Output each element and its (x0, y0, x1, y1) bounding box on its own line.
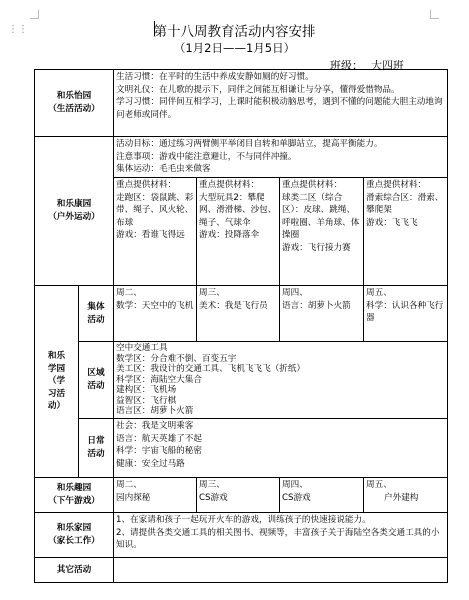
class-value: 大四班 (371, 59, 404, 72)
group-activity-wed (197, 286, 279, 341)
text-line: 1、在家请和孩子一起玩开火车的游戏，训练孩子的快速接说能力。 (116, 515, 371, 525)
section-label-other (35, 558, 113, 582)
activity-text: CS游戏 (199, 492, 228, 503)
activity-text: 语言：胡萝卜火箭 (282, 300, 351, 311)
label-line: 和乐趣园 (56, 483, 92, 494)
outdoor-column-2 (197, 178, 279, 285)
label-line: 活动 (87, 381, 105, 391)
day-label: 周四、 (282, 288, 308, 298)
document-title: 第十八周教育活动内容安排 (153, 24, 316, 40)
text-line: 科学区：海陆空大集合 (116, 374, 202, 385)
daily-activities-content (114, 419, 447, 477)
afternoon-game-wed (197, 478, 279, 512)
label-line: （户外运动） (48, 212, 100, 222)
text-line: 走跑区：袋鼠跳、彩带、绳子、风火轮、布球 (116, 192, 194, 228)
text-line: 活动目标：通过练习两臂侧平举闭目自转和单脚站立，提高平衡能力。 (116, 139, 383, 149)
text-line: 大型玩具2：攀爬网、滑滑梯、沙包、绳子、气球伞 (199, 192, 277, 228)
text-line: 游戏：看谁飞得远 (116, 230, 185, 241)
label-line: 其它活动 (56, 564, 92, 575)
day-label: 周三、 (199, 480, 225, 490)
group-activity-fri (364, 286, 447, 341)
text-line: 建构区：飞机场 (116, 385, 177, 395)
activity-text: CS游戏 (282, 492, 311, 503)
text-line: 美工区：我设计的交通工具、飞机飞飞飞（折纸） (116, 364, 306, 374)
group-activity-tue (114, 286, 196, 341)
text-line: 文明礼仪：在儿歌的提示下，同伴之间能互相谦让与分享，懂得爱惜物品。 (116, 84, 400, 95)
section-label-parent-work (35, 513, 113, 557)
area-activities-content (114, 342, 447, 418)
activity-text: 数学：天空中的飞机 (116, 300, 194, 311)
text-line: 健康：安全过马路 (116, 458, 185, 469)
day-label: 周五、 (366, 288, 392, 298)
day-label: 周二、 (116, 480, 142, 490)
text-line: 益智区：飞行棋 (116, 395, 177, 406)
text-line: 语言区：胡萝卜火箭 (116, 406, 194, 416)
activity-text: 科学：认识各种飞行器 (366, 300, 444, 324)
text-line: 2、请提供各类交通工具的相关图书、视频等，丰富孩子关于海陆空各类交通工具的小知识。 (116, 527, 440, 551)
day-label: 周五、 (366, 480, 392, 490)
label-line: （学 (47, 376, 66, 387)
text-line: 集体运动：毛毛虫来做客 (116, 164, 211, 175)
afternoon-game-fri (364, 478, 447, 512)
outdoor-column-1 (114, 178, 196, 285)
group-activity-thu (280, 286, 363, 341)
label-line: 和乐家园 (56, 523, 92, 534)
text-line: 游戏：飞飞飞 (366, 217, 418, 228)
text-line: 重点提供材料： (282, 180, 343, 190)
text-line: 滑索综合区：滑索、攀爬架 (366, 192, 444, 216)
text-line: 语言：航天英雄了不起 (116, 433, 202, 444)
class-label: 班级： (330, 59, 363, 72)
sublabel-group-activities (79, 286, 113, 341)
day-label: 周三、 (199, 288, 225, 298)
label-line: 和乐 (47, 351, 66, 362)
label-line: 习活 (47, 388, 66, 399)
activity-text: 美术：我是飞行员 (199, 300, 268, 311)
text-line: 空中交通工具 (116, 343, 168, 353)
text-line: 重点提供材料： (366, 180, 427, 190)
text-line: 社会：我是文明乘客 (116, 421, 194, 431)
outdoor-goals (114, 137, 447, 177)
text-line: 科学：宇宙飞船的秘密 (116, 446, 202, 456)
other-activities-content[interactable] (114, 558, 447, 582)
activity-text: 户外建构 (384, 492, 419, 503)
label-line: （生活活动） (48, 104, 100, 114)
text-line: 生活习惯：在平时的生活中养成安静如厕的好习惯。 (116, 72, 314, 82)
label-line: 学园 (47, 363, 66, 374)
section-label-afternoon-games (35, 478, 113, 512)
text-line: 重点提供材料： (116, 180, 177, 190)
day-label: 周二、 (116, 288, 142, 298)
text-line: 游戏：飞行接力赛 (282, 242, 351, 253)
label-line: 和乐康园 (56, 199, 92, 210)
text-line: 数学区：分合难不倒、百变五宇 (116, 353, 237, 364)
label-line: （家长工作） (48, 536, 100, 546)
activity-text: 园内探秘 (116, 492, 151, 503)
day-label: 周四、 (282, 480, 308, 490)
label-line: 和乐怡园 (56, 91, 92, 102)
outdoor-column-3 (280, 178, 363, 285)
label-line: （下午游戏） (48, 496, 100, 506)
label-line: 活动 (87, 314, 105, 325)
text-line: 球类二区（综合区）：皮球、跳绳、呼啦圈、羊角球、体操圈 (282, 192, 360, 241)
outdoor-column-4 (364, 178, 447, 285)
parent-work-content (114, 513, 447, 557)
date-range: （1月2日——1月5日） (173, 41, 296, 55)
text-line: 学习习惯：同伴间互相学习，上课时能积极动脑思考，遇到不懂的问题能大胆主动地询问老师或同伴。 (116, 97, 443, 120)
text-line: 重点提供材料： (199, 180, 260, 190)
afternoon-game-tue (114, 478, 196, 512)
text-line: 游戏：投降落伞 (199, 230, 260, 241)
label-line: 活动 (87, 449, 105, 459)
section-label-outdoor (35, 137, 113, 285)
life-activities-content (114, 70, 447, 136)
label-line: 区域 (87, 368, 105, 379)
label-line: 日常 (87, 436, 105, 447)
text-line: 注意事项：游戏中能注意避让，不与同伴冲撞。 (116, 151, 297, 162)
section-label-life (35, 70, 113, 136)
sublabel-area-activities (79, 342, 113, 418)
move-handle-icon[interactable]: ⋮⋮ (8, 24, 28, 35)
sublabel-daily-activities (79, 419, 113, 477)
afternoon-game-thu (280, 478, 363, 512)
label-line: 集体 (87, 301, 105, 312)
label-line: 动） (47, 401, 66, 412)
section-label-learning (35, 286, 78, 477)
